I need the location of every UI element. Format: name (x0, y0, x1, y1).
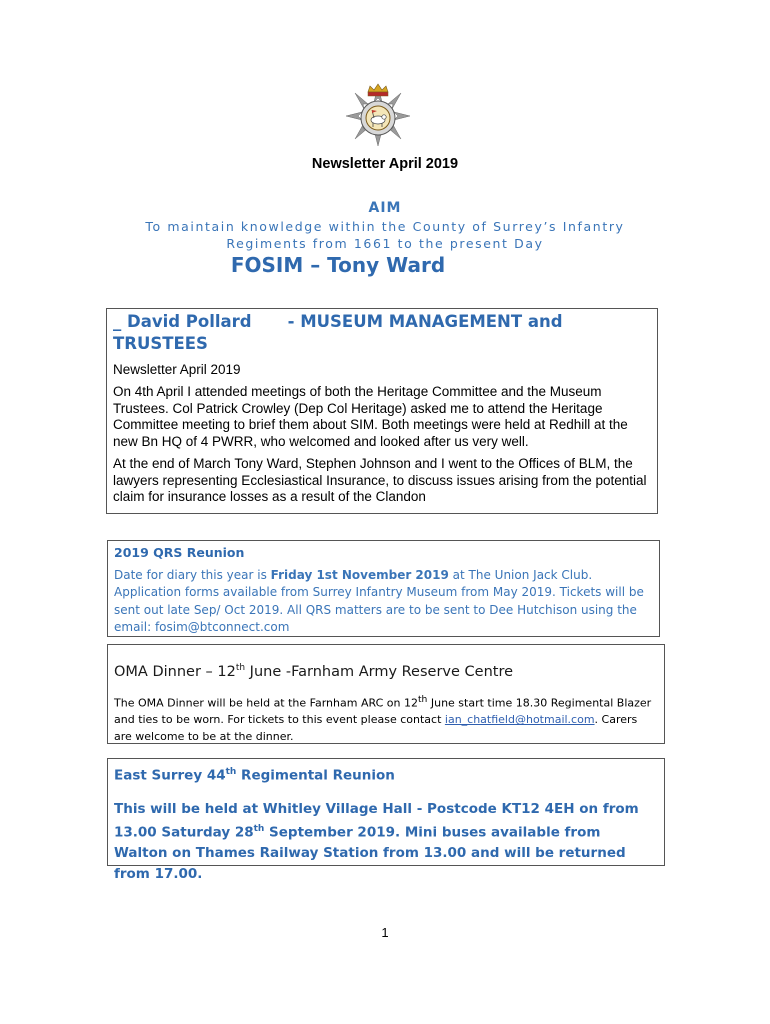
regimental-crest-icon (344, 84, 412, 148)
qrs-reunion-box (107, 540, 660, 637)
article-heading (113, 311, 651, 355)
oma-heading: OMA Dinner – 12th June -Farnham Army Reserve Centre (114, 663, 514, 680)
east-surrey-reunion-box (107, 758, 665, 882)
page-number: 1 (381, 925, 389, 940)
qrs-body: Date for diary this year is Friday 1st November 2019 at The Union Jack Club. Application forms available from Surrey Infantry Museum from May 2019. Tickets will be sent out late Sep/ Oct 2019. All QRS matters are to be sent to Dee Hutchison using the email: fosim@btconnect.com (114, 568, 644, 635)
article-topic-line-2: TRUSTEES (113, 334, 208, 353)
article-paragraph-2: At the end of March Tony Ward, Stephen Johnson and I went to the Offices of BLM, the lawyers representing Ecclesiastical Insurance, to discuss issues arising from the potential claim for insurance losses as a result of the Clandon (113, 456, 647, 504)
article-subtitle: Newsletter April 2019 (113, 362, 241, 377)
museum-management-article (106, 308, 658, 514)
east-surrey-heading: East Surrey 44th Regimental Reunion (114, 767, 395, 784)
aim-heading: AIM (368, 200, 402, 216)
newsletter-title: Newsletter April 2019 (311, 156, 459, 172)
aim-statement-line-2: Regiments from 1661 to the present Day (226, 236, 544, 251)
oma-body: The OMA Dinner will be held at the Farnham ARC on 12th June start time 18.30 Regimental Blazer and ties to be worn. For tickets to this event please contact ian_chatfield@hotmail.com. Carers are welcome to be at the dinner. (114, 693, 652, 744)
fosim-title: FOSIM – Tony Ward (230, 253, 446, 277)
article-topic: - MUSEUM MANAGEMENT and (287, 312, 563, 331)
qrs-heading: 2019 QRS Reunion (114, 545, 245, 560)
east-surrey-body: This will be held at Whitley Village Hall - Postcode KT12 4EH on from 13.00 Saturday 28th September 2019. Mini buses available from Walton on Thames Railway Station from 13.00 and will be returned from 17.00. (114, 800, 639, 882)
oma-dinner-box (107, 644, 665, 744)
author-name: _ David Pollard (113, 312, 252, 331)
aim-statement-line-1: To maintain knowledge within the County of Surrey’s Infantry (145, 219, 625, 234)
oma-email-link[interactable]: ian_chatfield@hotmail.com (444, 713, 595, 727)
qrs-date: Friday 1st November 2019 (270, 568, 449, 582)
article-paragraph-1: On 4th April I attended meetings of both the Heritage Committee and the Museum Trustees. Col Patrick Crowley (Dep Col Heritage) asked me to attend the Heritage Committee meeting to brief them about SIM. Both meetings were held at Redhill at the new Bn HQ of 4 PWRR, who welcomed and looked after us very well. (113, 384, 628, 449)
